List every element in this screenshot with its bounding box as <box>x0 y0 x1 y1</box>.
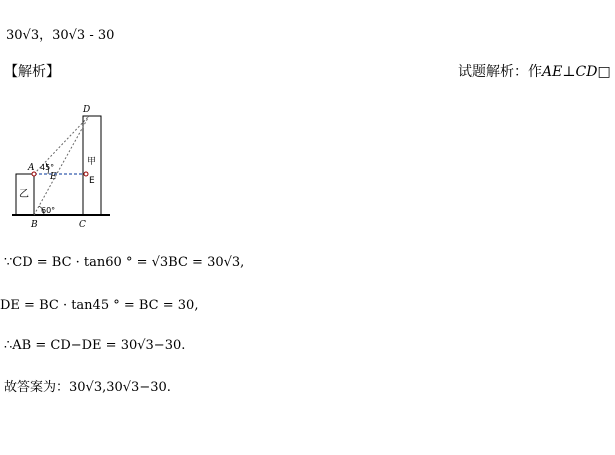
label-angle45: 45° <box>40 163 55 172</box>
geometry-figure <box>10 100 120 232</box>
explanation-intro-text: 试题解析：作 <box>458 64 542 80</box>
label-jia: 甲 <box>87 157 97 167</box>
final-answer-line: 故答案为：30√3,30√3−30. <box>4 380 171 395</box>
label-b: B <box>31 220 38 230</box>
equation-line-2: DE = BC · tan45 ° = BC = 30, <box>0 298 199 313</box>
equation-line-3: ∴AB = CD−DE = 30√3−30. <box>4 338 186 353</box>
label-e: E <box>50 172 57 182</box>
label-yi: 乙 <box>19 189 29 200</box>
equation-line-1: ∵CD = BC · tan60 ° = √3BC = 30√3, <box>4 255 245 270</box>
section-title: 【解析】 <box>4 64 60 80</box>
explanation-tail: □ <box>597 64 611 80</box>
label-angle60: 60° <box>41 206 56 215</box>
explanation-math: AE⊥CD <box>542 64 598 80</box>
label-e-right: E <box>89 176 95 186</box>
label-d: D <box>83 105 91 115</box>
point-e <box>84 172 88 176</box>
label-a: A <box>28 163 35 173</box>
explanation-intro <box>458 61 611 81</box>
label-c: C <box>79 220 86 230</box>
answer-line: 30√3，30√3 - 30 <box>6 28 115 43</box>
